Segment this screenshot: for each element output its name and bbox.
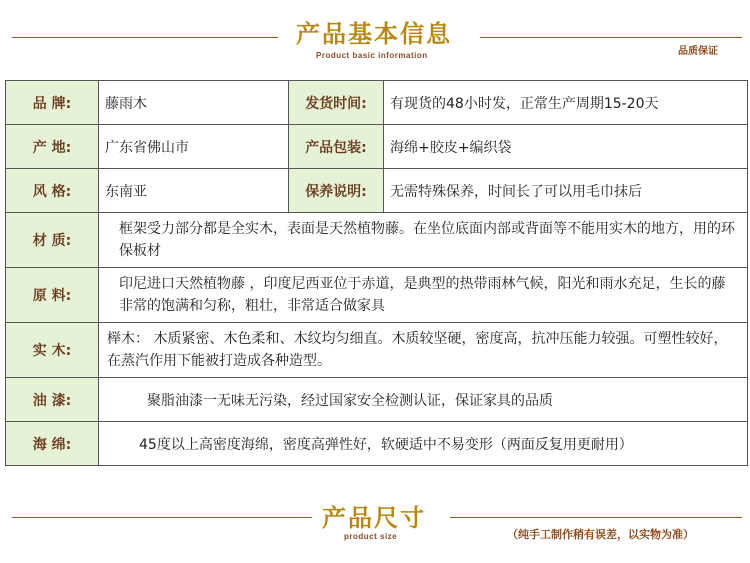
header-divider-left <box>12 37 278 38</box>
raw-material-value: 印尼进口天然植物藤 ，印度尼西亚位于赤道，是典型的热带雨林气候，阳光和雨水充足，生长的藤非常的饱满和匀称，粗壮，非常适合做家具 <box>99 268 748 323</box>
sponge-value: 45度以上高密度海绵，密度高弹性好，软硬适中不易变形（两面反复用更耐用） <box>99 422 748 466</box>
origin-value: 广东省佛山市 <box>99 125 289 169</box>
table-row <box>6 323 748 378</box>
packaging-label: 产品包装: <box>289 125 384 169</box>
table-row <box>6 125 748 169</box>
packaging-value: 海绵+胶皮+编织袋 <box>384 125 748 169</box>
footer-divider-left <box>12 517 312 518</box>
shipping-time-label: 发货时间: <box>289 81 384 125</box>
style-label: 风 格: <box>6 169 99 213</box>
section-title-product-size: 产品尺寸 <box>322 503 426 532</box>
care-instructions-label: 保养说明: <box>289 169 384 213</box>
handmade-disclaimer: （纯手工制作稍有误差，以实物为准） <box>507 528 694 541</box>
table-row <box>6 169 748 213</box>
quality-guarantee-label: 品质保证 <box>678 46 718 57</box>
care-instructions-value: 无需特殊保养，时间长了可以用毛巾抹后 <box>384 169 748 213</box>
section-title-basic-info: 产品基本信息 <box>296 19 452 48</box>
product-info-table <box>5 80 748 466</box>
paint-value: 聚脂油漆一无味无污染，经过国家安全检测认证，保证家具的品质 <box>99 378 748 422</box>
header-divider-right <box>480 37 742 38</box>
origin-label: 产 地: <box>6 125 99 169</box>
table-row <box>6 213 748 268</box>
solid-wood-value: 榉木： 木质紧密、木色柔和、木纹均匀细直。木质较坚硬，密度高，抗冲压能力较强。可塑性较好，在蒸汽作用下能被打造成各种造型。 <box>99 323 748 378</box>
raw-material-label: 原 料: <box>6 268 99 323</box>
table-row <box>6 268 748 323</box>
shipping-time-value: 有现货的48小时发，正常生产周期15-20天 <box>384 81 748 125</box>
brand-value: 藤雨木 <box>99 81 289 125</box>
table-row <box>6 81 748 125</box>
style-value: 东南亚 <box>99 169 289 213</box>
material-value: 框架受力部分都是全实木，表面是天然植物藤。在坐位底面内部或背面等不能用实木的地方，用的环保板材 <box>99 213 748 268</box>
table-row <box>6 422 748 466</box>
sponge-label: 海 绵: <box>6 422 99 466</box>
footer-divider-right <box>450 517 742 518</box>
solid-wood-label: 实 木: <box>6 323 99 378</box>
brand-label: 品 牌: <box>6 81 99 125</box>
material-label: 材 质: <box>6 213 99 268</box>
paint-label: 油 漆: <box>6 378 99 422</box>
section-subtitle-product-size: product size <box>344 532 398 541</box>
table-row <box>6 378 748 422</box>
section-subtitle-basic-info: Product basic information <box>316 51 428 60</box>
